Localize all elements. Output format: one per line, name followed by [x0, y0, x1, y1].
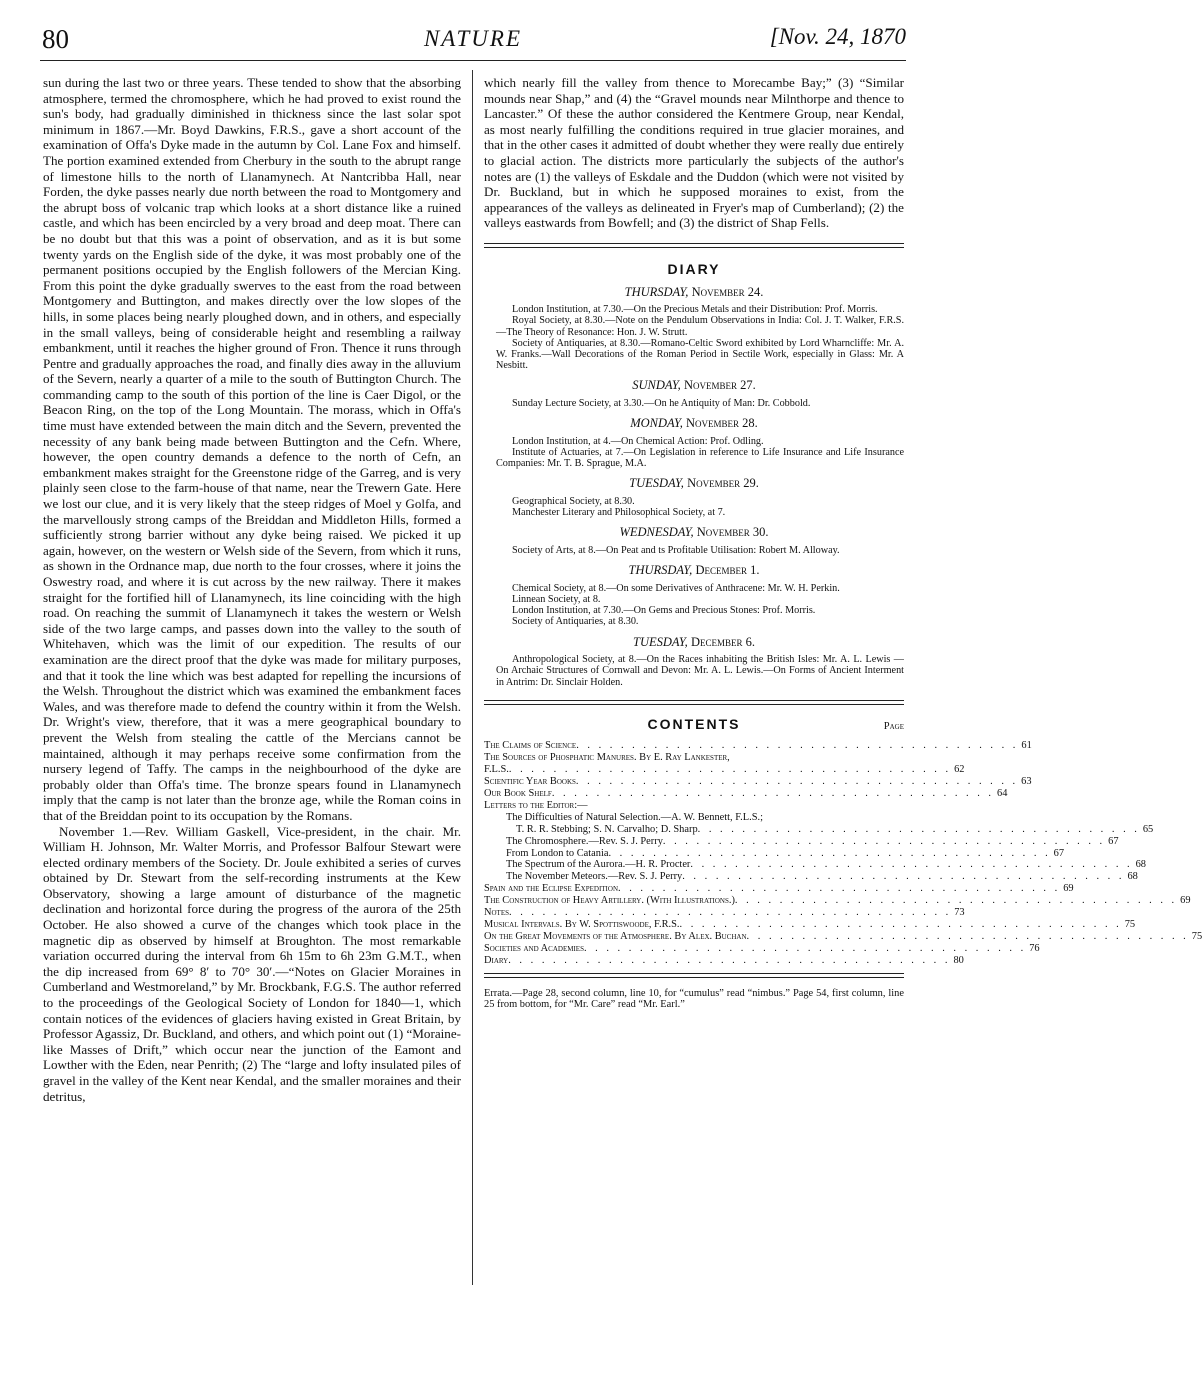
diary-day-name: MONDAY, [630, 416, 683, 431]
diary-entry: London Institution, at 4.—On Chemical Action: Prof. Odling. [512, 435, 764, 447]
contents-entry-title: On the Great Movements of the Atmosphere. By Alex. Buchan [484, 930, 747, 942]
contents-entry-title: Scientific Year Books [484, 776, 576, 788]
diary-day-heading [484, 525, 904, 541]
body-paragraph: which nearly fill the valley from thence to Morecambe Bay;” (3) “Similar mounds near Shap,” and (4) the “Gravel mounds near Milnthorpe and thence to Lancaster.” Of these the author considered the Kentmere Group, near Kendal, as most nearly fulfilling the conditions required in true glacier moraines, and that in the other cases it admitted of doubt whether they were really due entirely to glacial action. The districts more particularly the subjects of the author's notes are (1) the valleys of Eskdale and the Duddon (which were not visited by Dr. Buckland, but in which he supposed moraines to exist, from the appearances of the valleys as delineated in Fryer's map of Cumberland); (2) the valleys eastwards from Bowfell; and (3) the district of Shap Fells. [484, 75, 904, 231]
contents-leader-dots: . . . . . . . . . . . . . . . . . . . . . . . . . . . . . . . . . . . . . . . . [690, 859, 1133, 871]
diary-entry: Society of Arts, at 8.—On Peat and ts Profitable Utilisation: Robert M. Alloway. [512, 544, 840, 556]
contents-row [484, 847, 1065, 860]
contents-page-label: Page [883, 720, 904, 732]
contents-row [484, 787, 1008, 800]
contents-entry-title: Musical Intervals. By W. Spottiswoode, F.R.S. [484, 918, 680, 930]
contents-page-number: 68 [1127, 871, 1138, 883]
diary-day-heading [484, 563, 904, 579]
diary-day-heading [484, 416, 904, 432]
contents-page-number: 68 [1135, 859, 1146, 871]
issue-date: [Nov. 24, 1870 [769, 24, 906, 49]
contents-entry-title: The Sources of Phosphatic Manures. By E. Ray Lankester, [484, 752, 730, 764]
diary-day-name: THURSDAY, [628, 563, 693, 578]
diary-entry: Anthropological Society, at 8.—On the Races inhabiting the British Isles: Mr. A. L. Lewis —On Archaic Structures of Cornwall and Devon: Mr. A. L. Lewis.—On Forms of Ancient Interment in Antrim: Dr. Sinclair Holden. [496, 654, 904, 688]
contents-entry-title: From London to Catania [506, 847, 609, 859]
diary-entry: London Institution, at 7.30.—On the Precious Metals and their Distribution: Prof. Morris. [512, 304, 878, 316]
contents-page-number: 62 [954, 764, 965, 776]
contents-leader-dots: . . . . . . . . . . . . . . . . . . . . . . . . . . . . . . . . . . . . . . . . [551, 787, 995, 799]
contents-leader-dots: . . . . . . . . . . . . . . . . . . . . . . . . . . . . . . . . . . . . . . . . [697, 823, 1140, 835]
contents-page-number: 80 [953, 954, 964, 966]
diary-title: DIARY [667, 260, 721, 277]
contents-entry-title: Our Book Shelf [484, 787, 552, 799]
contents-entry-title: The Chromosphere.—Rev. S. J. Perry [506, 835, 663, 847]
contents-row [484, 752, 904, 764]
diary-day-date: November 27. [680, 378, 756, 393]
contents-row [484, 764, 965, 776]
page-header [40, 24, 906, 58]
contents-page-number: 63 [1021, 776, 1032, 788]
contents-row [484, 871, 1138, 883]
contents-header [484, 717, 904, 733]
diary-entry: Royal Society, at 8.30.—Note on the Pendulum Observations in India: Col. J. T. Walker, F.R.S.—The Theory of Resonance: Hon. J. W. Strutt. [496, 315, 904, 338]
contents-row [484, 823, 1154, 836]
contents-page-number: 64 [997, 787, 1008, 799]
diary-day-heading [484, 635, 904, 651]
contents-row [484, 907, 965, 919]
contents-leader-dots: . . . . . . . . . . . . . . . . . . . . . . . . . . . . . . . . . . . . . . . . [662, 835, 1106, 847]
contents-entry-title: Societies and Academies [484, 942, 584, 954]
contents-page-number: 73 [954, 907, 965, 919]
contents-row [484, 859, 1146, 871]
contents-row [484, 942, 1040, 955]
contents-row [484, 883, 1074, 895]
contents-page-number: 65 [1142, 823, 1154, 835]
diary-entry: Sunday Lecture Society, at 3.30.—On he Antiquity of Man: Dr. Cobbold. [512, 397, 811, 409]
contents-page-number: 75 [1191, 930, 1202, 942]
diary-day-name: TUESDAY, [633, 634, 688, 649]
contents-entry-title: Notes [484, 907, 510, 919]
contents-leader-dots: . . . . . . . . . . . . . . . . . . . . . . . . . . . . . . . . . . . . . . . . [618, 883, 1061, 895]
body-paragraph: November 1.—Rev. William Gaskell, Vice-president, in the chair. Mr. William H. Johnson, Mr. Walter Morris, and Professor Balfour Stewart were elected ordinary members of the Society. Dr. Joule exhibited a series of curves obtained by Dr. Stewart from the self-recording instruments at the Kew Observatory, showing a large amount of disturbance of the magnetic declination and horizontal force during the progress of the aurora of the 25th October. He also showed a curve of the changes which took place in the magnetic dip as observed by himself at Broughton. The most remarkable variation occurred during the interval from 6h 15m to 6h 23m G.M.T., when the dip increased from 69° 8′ to 70° 30′.—“Notes on Glacier Moraines in Cumberland and Westmoreland,” by Mr. Brockbank, F.G.S. The author referred to the proceedings of the Geological Society of London for 1840—1, which contain notices of the evidences of glaciers having existed in Great Britain, by Professor Agassiz, Dr. Buckland, and others, and which point out (1) “Moraine-like Masses of Drift,” which occur near the junction of the Eamont and Lowther with the Eden, near Penrith; (2) The “large and lofty insulated piles of gravel in the valley of the Kent near Kendal, and the smaller moraines and their detritus, [43, 823, 461, 1104]
diary-day-name: THURSDAY, [624, 284, 689, 299]
contents-row [484, 895, 1191, 907]
contents-leader-dots: . . . . . . . . . . . . . . . . . . . . . . . . . . . . . . . . . . . . . . . . [746, 930, 1189, 942]
right-column [484, 75, 1202, 1011]
contents-row [484, 800, 904, 812]
contents-row [484, 954, 964, 967]
contents-leader-dots: . . . . . . . . . . . . . . . . . . . . . . . . . . . . . . . . . . . . . . . . [508, 764, 952, 776]
diary-entry: Chemical Society, at 8.—On some Derivatives of Anthracene: Mr. W. H. Perkin. [512, 582, 840, 594]
contents-leader-dots: . . . . . . . . . . . . . . . . . . . . . . . . . . . . . . . . . . . . . . . . [576, 740, 1019, 752]
diary-day-name: SUNDAY, [632, 378, 681, 393]
body-paragraph: sun during the last two or three years. These tended to show that the absorbing atmosphere, termed the chromosphere, which he had proved to exist round the sun's body, had gradually diminished in thickness since the last solar spot minimum in 1867.—Mr. Boyd Dawkins, F.R.S., gave a short account of the examination of Offa's Dyke made in the autumn by Col. Lane Fox and himself. The portion examined extended from Cherbury in the south to the abrupt range of limestone hills to the north of Llanamynech. At Nantcribba Hall, near Forden, the dyke passes nearly due north between the road to Montgomery and the abrupt boss of volcanic trap which looks at a short distance like a ruined castle, and which has been encircled by a very broad and deep moat. There can be no doubt but that this was a point of observation, and as it is but some twenty yards on the English side of the dyke, it was most probably one of the permanent positions occupied by the English followers of the Mercian King. From this point the dyke gradually swerves to the east from the road between Montgomery and Buttington, and makes directly over the low slopes of the hills, in some places being nearly ploughed down, and in others, and especially in the small valleys, being of considerable height and resembling a railway embankment, until it reaches the higher ground of Fron. Thence it runs through Pentre and gradually approaches the road, and finally dies away in the alluvium of the Severn, nearly a quarter of a mile to the south of Buttington Church. The commanding camp to the south of this portion of the line is Caer Digol, or the Beacon Ring, on the top of the Long Mountain. The morass, which in Offa's time must have extended between the main ditch and the Severn, prevented the necessity of any bank being made between Buttington and the Cefn. Where, however, the open country demands a defence to the north of Cefn, an embankment makes straight for the Greenstone ridge of the Garreg, and is very plainly seen close to the farm-house of that name, near the Trewern Gate. Here we lost our clue, and it is very likely that the steep ridges of Moel y Golfa, and the marvellously strong camps of the Breiddan and Middleton Hills, formed a sufficiently strong barrier without any dyke being raised. We picked it up again, however, on the western or Welsh side of the Severn, from which it runs, as shown in the Ordnance map, due north to the four crosses, where it joins the Oswestry road, and where it is cut across by the new railway. There it makes straight for the fortified hill of Llanamynech, its line coinciding with the high road. On reaching the summit of Llanamynech it takes the western or Welsh side of the two large camps, and passes down into the valley to the south of Whitehaven, which was the limit of our expedition. The results of our examination are the direct proof that the dyke was made for military purposes, and that it took the line which was best adapted for repelling the incursions of the Welsh. Throughout the district which was examined the embankment faces Wales, and was therefore made to defend the country within it from the Welsh. Dr. Wright's view, therefore, that it was a mere geographical boundary to prevent the Welsh from stealing the cattle of the Mercians cannot be maintained, although it may perhaps receive some confirmation from the nursery legend of Taffy. The camps in the neighbourhood of the dyke are probably older than Offa's time. The bronze spears found in Llanamynech imply that the camp is not later than the bronze age, while the Roman coins in that of the Breiddan point to its occupation by the Romans. [43, 75, 461, 823]
diary-day-heading [484, 378, 904, 394]
left-column [43, 75, 461, 1104]
contents-leader-dots: . . . . . . . . . . . . . . . . . . . . . . . . . . . . . . . . . . . . . . . . [734, 895, 1178, 907]
contents-row [484, 918, 1136, 931]
page-number: 80 [42, 24, 69, 54]
contents-page-number: 69 [1063, 883, 1074, 895]
diary-day-name: TUESDAY, [629, 476, 684, 491]
contents-row [484, 835, 1119, 848]
contents-entry-title: The Spectrum of the Aurora.—H. R. Procter [506, 859, 691, 871]
contents-row [484, 740, 1032, 752]
journal-title: NATURE [423, 26, 523, 51]
contents-leader-dots: . . . . . . . . . . . . . . . . . . . . . . . . . . . . . . . . . . . . . . . . [509, 907, 952, 919]
diary-entry: Linnean Society, at 8. [512, 593, 601, 605]
contents-entry-title: The Claims of Science [484, 740, 577, 752]
contents-leader-dots: . . . . . . . . . . . . . . . . . . . . . . . . . . . . . . . . . . . . . . . . [575, 776, 1019, 788]
contents-page-number: 67 [1053, 847, 1065, 859]
contents-entry-title: The Difficulties of Natural Selection.—A. W. Bennett, F.L.S.; [506, 811, 763, 823]
header-rule [40, 60, 906, 61]
contents-page-number: 61 [1021, 740, 1032, 752]
contents-page-number: 75 [1124, 918, 1136, 930]
diary-entry: Society of Antiquaries, at 8.30. [512, 616, 639, 628]
contents-row [484, 812, 904, 824]
contents-entry-title: Spain and the Eclipse Expedition [484, 883, 618, 895]
diary-list [484, 285, 904, 688]
contents-leader-dots: . . . . . . . . . . . . . . . . . . . . . . . . . . . . . . . . . . . . . . . . [679, 918, 1122, 930]
contents-row [484, 930, 1202, 943]
contents-list [484, 740, 1202, 966]
contents-entry-title: The Construction of Heavy Artillery. (With Illustrations.) [484, 895, 735, 907]
diary-entry: Society of Antiquaries, at 8.30.—Romano-Celtic Sword exhibited by Lord Wharncliffe: Mr. A. W. Franks.—Wall Decorations of the Roman Period in Sectile Work, especially in Glass: Mr. A Nesbitt. [496, 337, 904, 372]
diary-entry: Institute of Actuaries, at 7.—On Legislation in reference to Life Insurance and Life Insurance Companies: Mr. T. B. Sprague, M.A. [496, 446, 904, 470]
diary-day-date: November 28. [682, 416, 758, 431]
contents-entry-title: Diary [484, 954, 509, 966]
contents-entry-title: Letters to the Editor:— [484, 799, 588, 811]
contents-page-number: 67 [1108, 835, 1119, 847]
contents-leader-dots: . . . . . . . . . . . . . . . . . . . . . . . . . . . . . . . . . . . . . . . . [608, 847, 1051, 859]
diary-day-date: December 1. [692, 563, 760, 578]
contents-leader-dots: . . . . . . . . . . . . . . . . . . . . . . . . . . . . . . . . . . . . . . . . [508, 954, 951, 966]
contents-entry-title: F.L.S. [484, 764, 509, 776]
diary-entry: Manchester Literary and Philosophical Society, at 7. [512, 507, 726, 519]
diary-day-date: December 6. [687, 634, 755, 649]
contents-page-number: 76 [1029, 942, 1040, 954]
errata-note: Errata.—Page 28, second column, line 10, for “cumulus” read “nimbus.” Page 54, first column, line 25 from bottom, for “Mr. Care” read “Mr. Earl.” [484, 987, 904, 1011]
contents-entry-title: The November Meteors.—Rev. S. J. Perry [506, 871, 683, 883]
diary-entry: Geographical Society, at 8.30. [512, 495, 635, 507]
diary-day-date: November 24. [688, 284, 764, 299]
contents-leader-dots: . . . . . . . . . . . . . . . . . . . . . . . . . . . . . . . . . . . . . . . . [682, 871, 1125, 883]
diary-day-heading [484, 476, 904, 492]
contents-page-number: 69 [1180, 895, 1191, 907]
contents-title: CONTENTS [647, 715, 741, 732]
diary-day-name: WEDNESDAY, [619, 525, 694, 540]
diary-day-date: November 30. [693, 525, 769, 540]
contents-leader-dots: . . . . . . . . . . . . . . . . . . . . . . . . . . . . . . . . . . . . . . . . [583, 942, 1027, 954]
diary-day-date: November 29. [683, 476, 759, 491]
diary-entry: London Institution, at 7.30.—On Gems and Precious Stones: Prof. Morris. [512, 605, 816, 617]
contents-entry-title: T. R. R. Stebbing; S. N. Carvalho; D. Sharp [516, 823, 698, 835]
contents-row [484, 776, 1032, 788]
column-divider [472, 70, 473, 1285]
diary-day-heading [484, 285, 904, 301]
